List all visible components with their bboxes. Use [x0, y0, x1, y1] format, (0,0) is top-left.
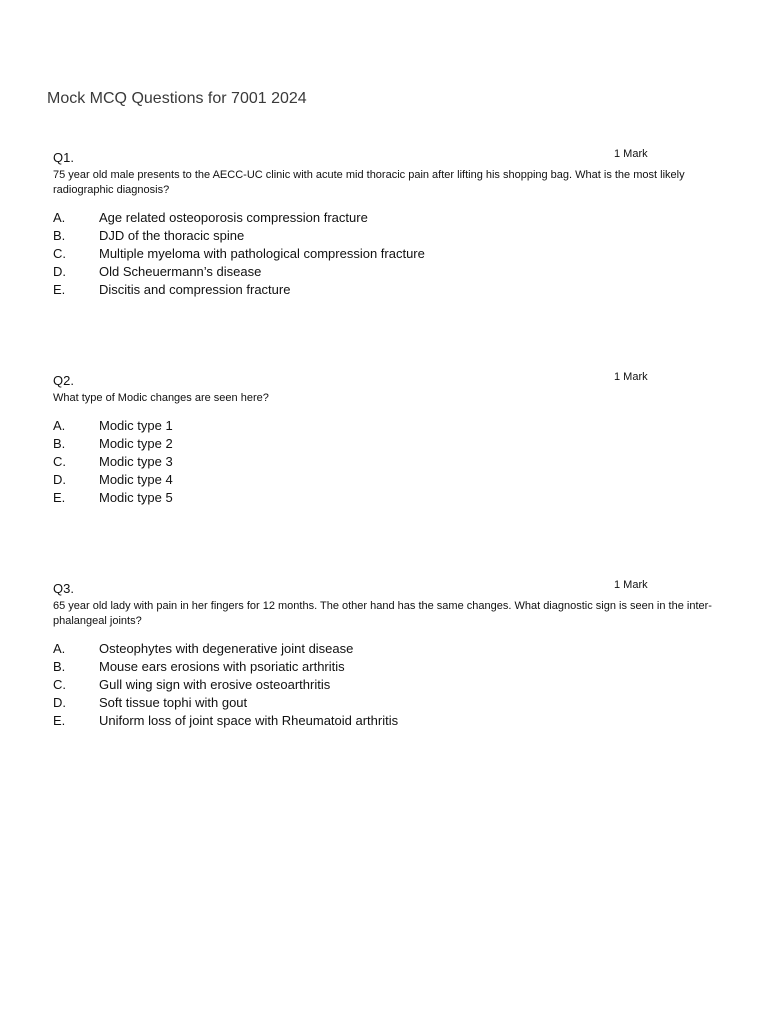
option-text: Uniform loss of joint space with Rheumatoid arthritis	[99, 713, 399, 728]
option-letter: D.	[53, 264, 66, 279]
option-text: Modic type 5	[99, 490, 173, 505]
option-text: Modic type 1	[99, 418, 173, 433]
question-header	[53, 150, 713, 166]
option-text: Modic type 3	[99, 454, 173, 469]
option-c	[53, 453, 713, 471]
options-list	[53, 209, 713, 299]
options-list	[53, 640, 713, 730]
option-c	[53, 676, 713, 694]
question-number: Q3.	[53, 581, 74, 596]
option-c	[53, 245, 713, 263]
option-letter: B.	[53, 659, 66, 674]
option-e	[53, 489, 713, 507]
option-text: Modic type 2	[99, 436, 173, 451]
option-letter: D.	[53, 472, 66, 487]
option-text: Modic type 4	[99, 472, 173, 487]
question-3	[53, 581, 713, 730]
option-a	[53, 640, 713, 658]
option-text: Mouse ears erosions with psoriatic arthritis	[99, 659, 345, 674]
option-text: Discitis and compression fracture	[99, 282, 291, 297]
question-header	[53, 373, 713, 389]
page-title: Mock MCQ Questions for 7001 2024	[47, 90, 307, 107]
options-list	[53, 417, 713, 507]
option-d	[53, 471, 713, 489]
question-header	[53, 581, 713, 597]
option-letter: E.	[53, 282, 66, 297]
question-text: 75 year old male presents to the AECC-UC clinic with acute mid thoracic pain after lifting his shopping bag. What is the most likely radiographic diagnosis?	[53, 169, 685, 196]
option-e	[53, 712, 713, 730]
option-letter: A.	[53, 641, 66, 656]
option-d	[53, 694, 713, 712]
option-text: Soft tissue tophi with gout	[99, 695, 248, 710]
option-letter: E.	[53, 490, 66, 505]
option-text: Multiple myeloma with pathological compression fracture	[99, 246, 425, 261]
option-letter: B.	[53, 436, 66, 451]
option-a	[53, 417, 713, 435]
question-2	[53, 373, 713, 507]
option-letter: C.	[53, 677, 66, 692]
option-text: DJD of the thoracic spine	[99, 228, 245, 243]
question-number: Q1.	[53, 150, 74, 165]
option-letter: E.	[53, 713, 66, 728]
question-mark: 1 Mark	[614, 148, 648, 160]
option-letter: C.	[53, 454, 66, 469]
question-mark: 1 Mark	[614, 579, 648, 591]
option-letter: A.	[53, 210, 66, 225]
option-text: Old Scheuermann’s disease	[99, 264, 262, 279]
question-text: What type of Modic changes are seen here?	[53, 392, 269, 404]
option-text: Gull wing sign with erosive osteoarthritis	[99, 677, 331, 692]
option-text: Age related osteoporosis compression fracture	[99, 210, 368, 225]
option-b	[53, 227, 713, 245]
question-1	[53, 150, 713, 299]
option-e	[53, 281, 713, 299]
option-letter: C.	[53, 246, 66, 261]
option-text: Osteophytes with degenerative joint disease	[99, 641, 354, 656]
option-d	[53, 263, 713, 281]
question-mark: 1 Mark	[614, 371, 648, 383]
option-letter: B.	[53, 228, 66, 243]
question-text: 65 year old lady with pain in her fingers for 12 months. The other hand has the same changes. What diagnostic sign is seen in the inter-phalangeal joints?	[53, 600, 712, 627]
question-number: Q2.	[53, 373, 74, 388]
option-a	[53, 209, 713, 227]
option-letter: A.	[53, 418, 66, 433]
option-b	[53, 658, 713, 676]
option-letter: D.	[53, 695, 66, 710]
option-b	[53, 435, 713, 453]
